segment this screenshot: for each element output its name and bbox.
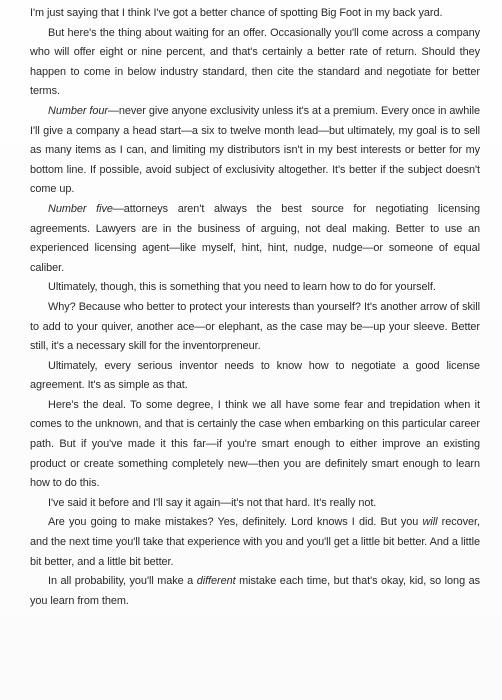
text-run: Why? Because who better to protect your interests than yourself? It's another arrow of skill to add to your quiver, another ace—or elephant, as the case may be—up your sleeve. Better still, it's a necessary skill for the inventorpreneur. (30, 300, 480, 353)
text-run: —never give anyone exclusivity unless it's at a premium. Every once in awhile I'll give a company a head start—a six to twelve month lead—but ultimately, my goal is to sell as many items as I can, and limiting my distributors isn't in my best interests or better for my bottom line. If possible, avoid subject of exclusivity altogether. It's better if the subject doesn't come up. (30, 104, 480, 196)
text-run: mistake each time, but that's okay, kid, so long as you learn from them. (30, 575, 480, 607)
emphasized-text: will (422, 516, 438, 529)
paragraph (30, 396, 480, 494)
text-run: —attorneys aren't always the best source for negotiating licensing agreements. Lawyers are in the business of arguing, not deal making. Better to use an experienced licensing agent—like myself, hint, hint, nudge, nudge—or someone of equal caliber. (30, 202, 480, 274)
emphasized-text: Number four (48, 104, 108, 117)
emphasized-text: Number five (48, 202, 113, 215)
paragraph (30, 200, 480, 278)
text-run: I've said it before and I'll say it again—it's not that hard. It's really not. (48, 496, 377, 509)
paragraph (30, 24, 480, 102)
paragraph (30, 494, 480, 514)
text-run: Ultimately, though, this is something that you need to learn how to do for yourself. (48, 281, 436, 294)
paragraph (30, 102, 480, 200)
paragraph (30, 298, 480, 357)
paragraph (30, 572, 480, 611)
body-text (30, 4, 480, 611)
text-run: Ultimately, every serious inventor needs to know how to negotiate a good license agreement. It's as simple as that. (30, 359, 480, 392)
paragraph (30, 278, 480, 298)
text-run: I'm just saying that I think I've got a better chance of spotting Big Foot in my back yard. (30, 7, 443, 19)
emphasized-text: different (196, 575, 236, 588)
text-run: But here's the thing about waiting for an offer. Occasionally you'll come across a company who will offer eight or nine percent, and that's certainly a better rate of return. Should they happen to come in below industry standard, then cite the standard and negotiate for better terms. (30, 26, 480, 98)
paragraph (30, 357, 480, 396)
text-run: In all probability, you'll make a (48, 575, 197, 588)
text-run: Are you going to make mistakes? Yes, definitely. Lord knows I did. But you (48, 516, 423, 529)
paragraph (30, 513, 480, 572)
text-run: recover, and the next time you'll take that experience with you and you'll get a little bit better. And a little bit better, and a little bit better. (30, 516, 480, 568)
paragraph (30, 4, 480, 24)
text-run: Here's the deal. To some degree, I think we all have some fear and trepidation when it comes to the unknown, and that is certainly the case when embarking on this particular career path. But if you've made it this far—if you're smart enough to either improve an existing product or create something completely new—then you are definitely smart enough to learn how to do this. (30, 398, 480, 490)
